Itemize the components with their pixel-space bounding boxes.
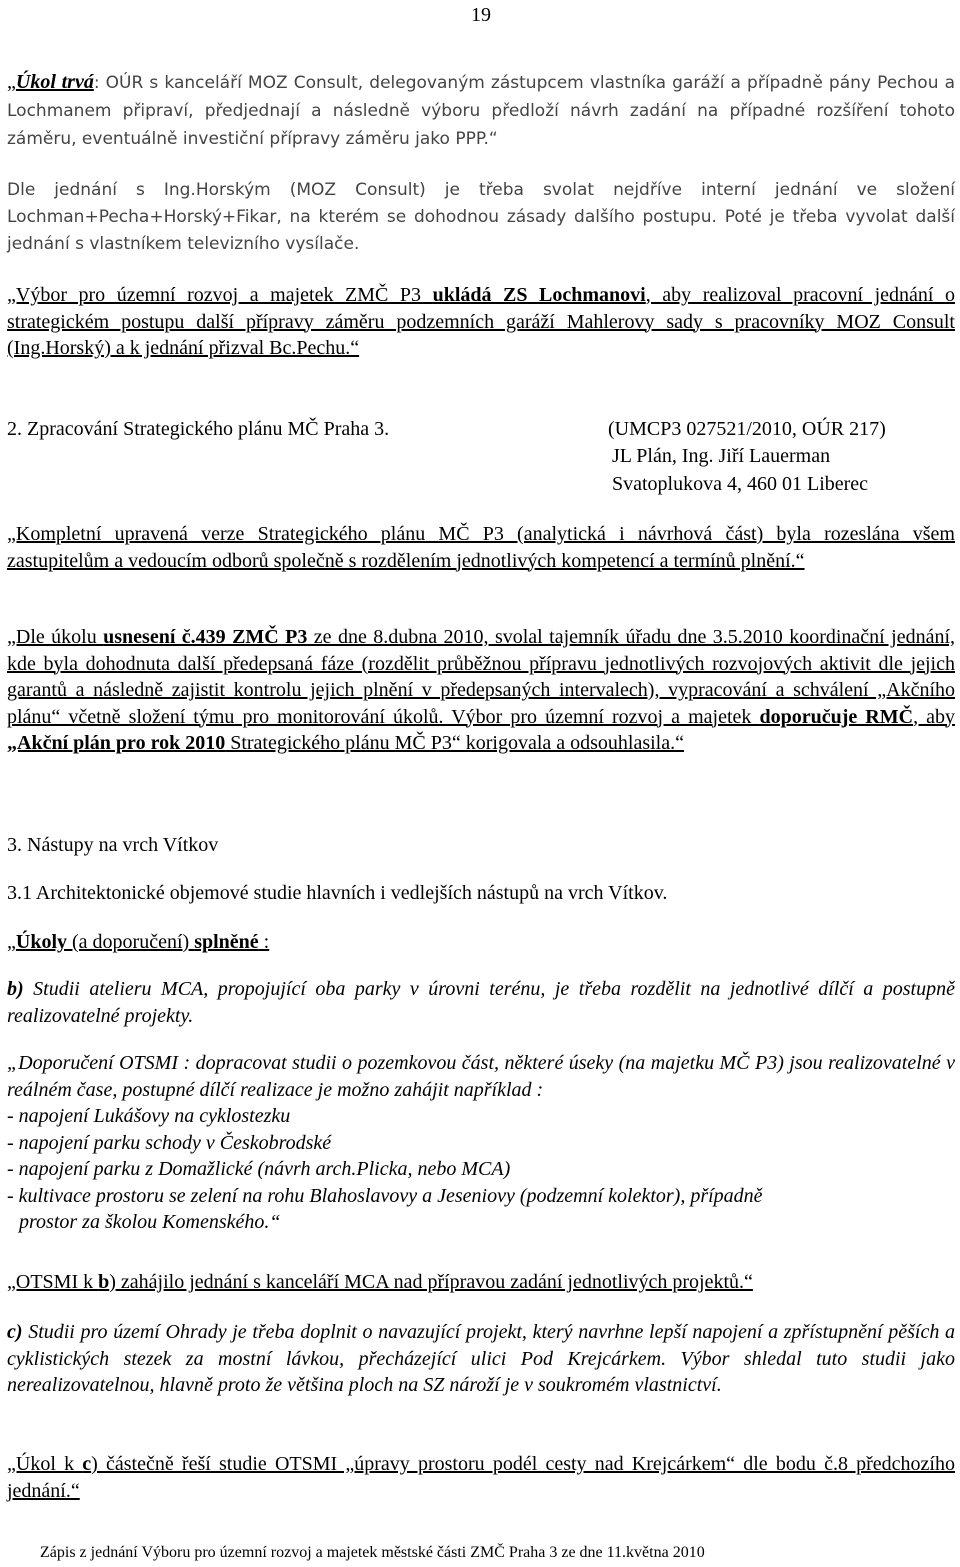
task-text: : OÚR s kanceláří MOZ Consult, delegovaným zástupcem vlastníka garáží a případně pány Pechou a Lochmanem připraví, předjednají a následně výboru předloží návrh zadání na případné rozšíření tohoto záměru, eventuálně investiční přípravy záměru jako PPP.“	[7, 73, 956, 149]
recommendation-bold: doporučuje RMČ	[759, 705, 914, 728]
item-c-paragraph: c) Studii pro území Ohrady je třeba doplnit o navazující projekt, který navrhne lepší napojení a zpřístupnění pěších a cyklistických stezek za mostní lávkou, přecházející ulici Pod Krejcárkem. Výbor shledal tuto studii jako nerealizovatelnou, hlavně proto že většina ploch na SZ nároží je v soukromém vlastnictví.	[7, 1321, 955, 1396]
recommendation-item: - napojení Lukášovy na cyklostezku	[7, 1105, 291, 1127]
task-label: Úkol trvá	[15, 71, 94, 93]
task-c-paragraph: „Úkol k c) částečně řeší studie OTSMI „úpravy prostoru podél cesty nad Krejcárkem“ dle bodu č.8 předchozího jednání.“	[7, 1453, 955, 1502]
item-b-paragraph: b) Studii atelieru MCA, propojující oba parky v úrovni terénu, je třeba rozdělit na jednotlivé dílčí a postupně realizovatelné projekty.	[7, 978, 955, 1027]
section-3-1-title: 3.1 Architektonické objemové studie hlavních i vedlejších nástupů na vrch Vítkov.	[7, 882, 668, 904]
resolution-bold: ukládá ZS Lochmanovi	[432, 284, 646, 306]
recommendation-item: - napojení parku z Domažlické (návrh arch.Plicka, nebo MCA)	[7, 1158, 511, 1180]
committee-resolution-paragraph: „Výbor pro územní rozvoj a majetek ZMČ P3 ukládá ZS Lochmanovi, aby realizoval pracovní jednání o strategickém postupu další přípravy záměru podzemních garáží Mahlerovy sady s pracovníky MOZ Consult (Ing.Horský) a k jednání přizval Bc.Pechu.“	[7, 284, 955, 359]
coordination-paragraph: „Dle úkolu usnesení č.439 ZMČ P3 ze dne 8.dubna 2010, svolal tajemník úřadu dne 3.5.2010 koordinační jednání, kde byla dohodnuta další předepsaná fáze (rozdělit průběžnou přípravu jednotlivých rozvojových aktivit dle jejich garantů a následně zajistit kontrolu jejich plnění v předepsaných intervalech), vypracování a schválení „Akčního plánu“ včetně složení týmu pro monitorování úkolů. Výbor pro územní rozvoj a majetek doporučuje RMČ, aby „Akční plán pro rok 2010 Strategického plánu MČ P3“ korigovala a odsouhlasila.“	[7, 626, 956, 754]
quote-open: „	[7, 71, 16, 93]
strategic-plan-paragraph: „Kompletní upravená verze Strategického plánu MČ P3 (analytická i návrhová část) byla rozeslána všem zastupitelům a vedoucím odborů společně s rozdělením jednotlivých kompetencí a termínů plnění.“	[7, 523, 955, 572]
recommendation-item-continued: prostor za školou Komenského.“	[19, 1211, 281, 1233]
recommendation-item: - napojení parku schody v Českobrodské	[7, 1131, 332, 1154]
otsmi-b-paragraph: „OTSMI k b) zahájilo jednání s kanceláří MCA nad přípravou zadání jednotlivých projektů.“	[7, 1271, 753, 1293]
recommendation-intro: „Doporučení OTSMI : dopracovat studii o pozemkovou část, některé úseky (na majetku MČ P3) jsou realizovatelné v reálném čase, postupné dílčí realizace je možno zahájit například :	[7, 1052, 955, 1101]
meeting-paragraph: Dle jednání s Ing.Horským (MOZ Consult) je třeba svolat nejdříve interní jednání ve složení Lochman+Pecha+Horský+Fikar, na kterém se dohodnou zásady dalšího postupu. Poté je třeba vyvolat další jednání s vlastníkem televizního vysílače.	[7, 180, 955, 254]
page-footer: Zápis z jednání Výboru pro územní rozvoj a majetek městské části ZMČ Praha 3 ze dne 11.května 2010	[40, 1544, 705, 1561]
task-paragraph-ongoing	[7, 69, 955, 153]
recommendation-item: - kultivace prostoru se zelení na rohu Blahoslavovy a Jeseniovy (podzemní kolektor), případně	[7, 1184, 763, 1207]
section-3-title: 3. Nástupy na vrch Vítkov	[7, 834, 219, 856]
item-c-label: c)	[7, 1321, 23, 1343]
section-2-contact-address: Svatoplukova 4, 460 01 Liberec	[612, 473, 869, 495]
action-plan-bold: „Akční plán pro rok 2010	[7, 732, 226, 754]
tasks-header: „Úkoly (a doporučení) splněné :	[7, 931, 270, 953]
item-b-label: b)	[7, 978, 24, 1000]
otsmi-recommendation	[7, 1050, 955, 1236]
section-2-title: 2. Zpracování Strategického plánu MČ Praha 3.	[7, 418, 390, 440]
section-2-contact-name: JL Plán, Ing. Jiří Lauerman	[612, 445, 831, 467]
resolution-number: usnesení č.439 ZMČ P3	[103, 626, 308, 648]
page-number: 19	[471, 4, 491, 26]
section-2-reference: (UMCP3 027521/2010, OÚR 217)	[608, 418, 886, 440]
